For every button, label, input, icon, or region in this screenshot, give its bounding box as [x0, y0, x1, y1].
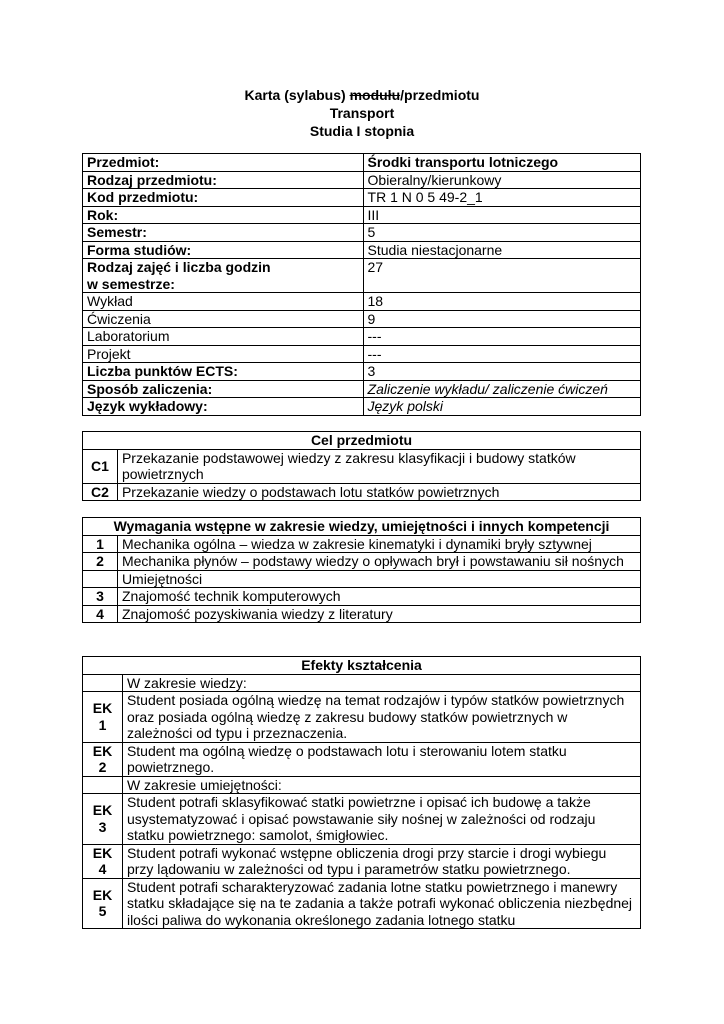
info-value: 18 — [363, 293, 640, 311]
outcome-code: EK 2 — [83, 742, 123, 776]
info-label: Rodzaj przedmiotu: — [83, 171, 364, 189]
table-row — [83, 154, 641, 172]
outcomes-title: Efekty kształcenia — [83, 657, 641, 675]
outcome-code: EK 4 — [83, 844, 123, 878]
table-row — [83, 794, 641, 845]
section-label: W zakresie umiejętności: — [122, 776, 640, 794]
table-row — [83, 224, 641, 242]
table-row — [83, 363, 641, 381]
info-value: Język polski — [363, 398, 640, 416]
info-label: Liczba punktów ECTS: — [83, 363, 364, 381]
info-value: 9 — [363, 310, 640, 328]
table-row — [83, 380, 641, 398]
table-row — [83, 206, 641, 224]
info-value: III — [363, 206, 640, 224]
document-header — [0, 86, 724, 140]
requirement-code: 2 — [83, 553, 118, 571]
outcome-text: Student ma ogólną wiedzę o podstawach lotu i sterowaniu lotem statku powietrznego. — [122, 742, 640, 776]
outcome-code: EK 1 — [83, 692, 123, 743]
table-row — [83, 570, 641, 588]
info-label: Język wykładowy: — [83, 398, 364, 416]
table-row — [83, 310, 641, 328]
outcome-text: Student potrafi sklasyfikować statki powietrzne i opisać ich budowę a także usystematyzować i opisać powstawanie siły nośnej w zależności od rodzaju statku powietrznego: samolot, śmigłowiec. — [122, 794, 640, 845]
table-row — [83, 483, 641, 501]
table-row — [83, 293, 641, 311]
table-row — [83, 878, 641, 929]
info-label: Wykład — [83, 293, 364, 311]
requirement-code: 3 — [83, 588, 118, 606]
outcome-text: Student potrafi scharakteryzować zadania lotne statku powietrznego i manewry statku składające się na te zadania a także potrafi wykonać obliczenia niezbędnej ilości paliwa do wykonania określonego zadania lotnego statku — [122, 878, 640, 929]
info-value: Studia niestacjonarne — [363, 241, 640, 259]
table-header-row — [83, 518, 641, 536]
table-row — [83, 259, 641, 293]
info-label: Semestr: — [83, 224, 364, 242]
outcome-text: Student potrafi wykonać wstępne obliczenia drogi przy starcie i drogi wybiegu przy lądowaniu w zależności od typu i parametrów statku powietrznego. — [122, 844, 640, 878]
requirement-text: Umiejętności — [117, 570, 640, 588]
table-row — [83, 553, 641, 571]
section-label: W zakresie wiedzy: — [122, 674, 640, 692]
table-row — [83, 345, 641, 363]
info-label: Rok: — [83, 206, 364, 224]
info-label: Projekt — [83, 345, 364, 363]
outcome-text: Student posiada ogólną wiedzę na temat rodzajów i typów statków powietrznych oraz posiada ogólną wiedzę z zakresu budowy statków powietrznych w zależności od typu i przeznaczenia. — [122, 692, 640, 743]
outcome-code: EK 5 — [83, 878, 123, 929]
header-line-1: Karta (sylabus) modułu/przedmiotu — [244, 87, 480, 103]
requirement-text: Mechanika ogólna – wiedza w zakresie kinematyki i dynamiki bryły sztywnej — [117, 535, 640, 553]
goal-text: Przekazanie podstawowej wiedzy z zakresu klasyfikacji i budowy statków powietrznych — [117, 449, 640, 483]
info-label: Sposób zaliczenia: — [83, 380, 364, 398]
info-label: Laboratorium — [83, 328, 364, 346]
table-row — [83, 605, 641, 623]
requirement-text: Mechanika płynów – podstawy wiedzy o opływach brył i powstawaniu sił nośnych — [117, 553, 640, 571]
info-table — [82, 153, 641, 416]
info-value: 27 — [363, 259, 640, 293]
table-row — [83, 588, 641, 606]
table-row — [83, 742, 641, 776]
table-header-row — [83, 432, 641, 450]
requirement-code — [83, 570, 118, 588]
table-row — [83, 189, 641, 207]
table-row — [83, 692, 641, 743]
table-row — [83, 776, 641, 794]
requirement-text: Znajomość technik komputerowych — [117, 588, 640, 606]
goal-code: C2 — [83, 483, 118, 501]
requirement-text: Znajomość pozyskiwania wiedzy z literatury — [117, 605, 640, 623]
info-value: --- — [363, 328, 640, 346]
table-row — [83, 328, 641, 346]
goals-table — [82, 431, 641, 501]
requirement-code: 4 — [83, 605, 118, 623]
goal-code: C1 — [83, 449, 118, 483]
info-value: 3 — [363, 363, 640, 381]
info-label: Kod przedmiotu: — [83, 189, 364, 207]
table-row — [83, 398, 641, 416]
info-value: --- — [363, 345, 640, 363]
outcome-code: EK 3 — [83, 794, 123, 845]
table-row — [83, 449, 641, 483]
table-row — [83, 674, 641, 692]
table-row — [83, 844, 641, 878]
info-label: Rodzaj zajęć i liczba godzin w semestrze: — [83, 259, 364, 293]
outcomes-table — [82, 656, 641, 929]
requirements-table — [82, 517, 641, 623]
info-label: Ćwiczenia — [83, 310, 364, 328]
table-header-row — [83, 657, 641, 675]
info-value: Środki transportu lotniczego — [363, 154, 640, 172]
table-row — [83, 241, 641, 259]
table-row — [83, 171, 641, 189]
table-row — [83, 535, 641, 553]
header-line-3: Studia I stopnia — [309, 123, 415, 139]
info-value: 5 — [363, 224, 640, 242]
goal-text: Przekazanie wiedzy o podstawach lotu statków powietrznych — [117, 483, 640, 501]
info-label: Forma studiów: — [83, 241, 364, 259]
goals-title: Cel przedmiotu — [83, 432, 641, 450]
info-value: Zaliczenie wykładu/ zaliczenie ćwiczeń — [363, 380, 640, 398]
info-value: Obieralny/kierunkowy — [363, 171, 640, 189]
requirement-code: 1 — [83, 535, 118, 553]
info-label: Przedmiot: — [83, 154, 364, 172]
requirements-title: Wymagania wstępne w zakresie wiedzy, umiejętności i innych kompetencji — [83, 518, 641, 536]
info-value: TR 1 N 0 5 49-2_1 — [363, 189, 640, 207]
header-line-2: Transport — [329, 105, 395, 121]
